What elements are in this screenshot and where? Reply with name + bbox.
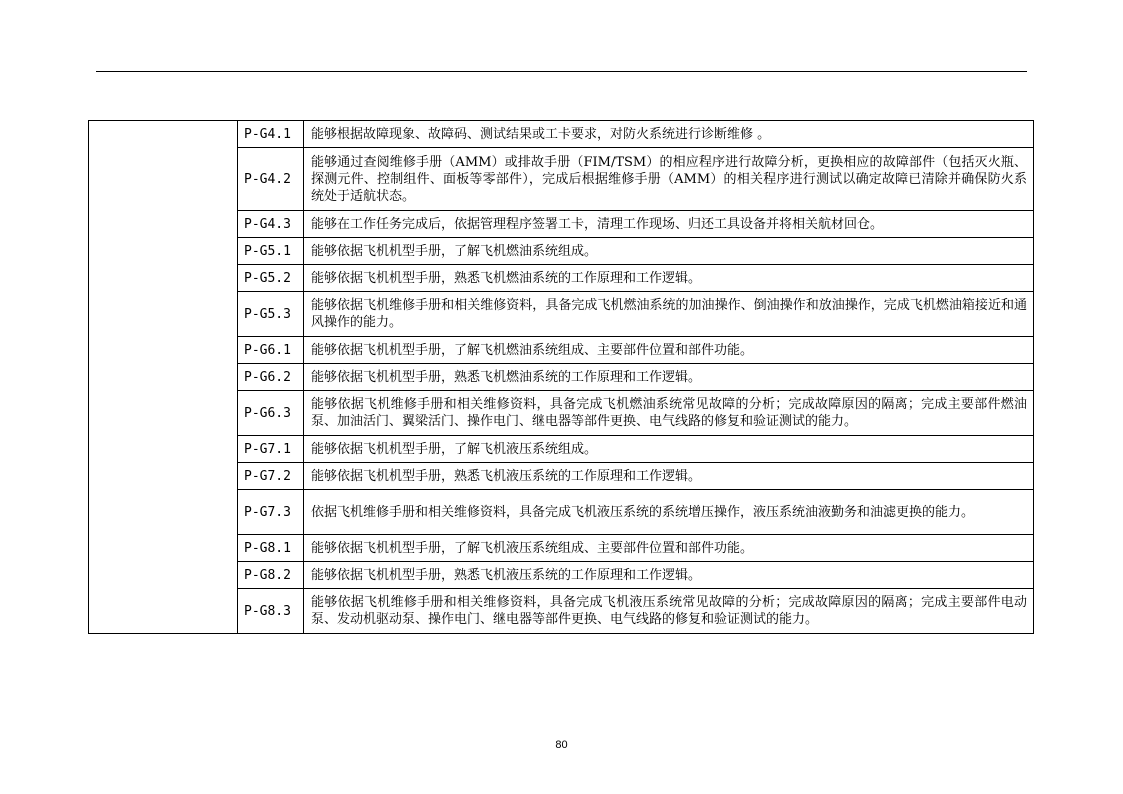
description-cell: 能够依据飞机维修手册和相关维修资料，具备完成飞机燃油系统的加油操作、倒油操作和放油操作，完成飞机燃油箱接近和通风操作的能力。	[304, 292, 1034, 337]
header-rule	[96, 71, 1027, 72]
category-cell-empty	[89, 121, 238, 634]
code-cell: P-G7.2	[238, 463, 304, 490]
table-row	[89, 121, 1034, 148]
code-cell: P-G6.2	[238, 364, 304, 391]
code-cell: P-G8.3	[238, 589, 304, 634]
description-cell: 依据飞机维修手册和相关维修资料，具备完成飞机液压系统的系统增压操作，液压系统油液勤务和油滤更换的能力。	[304, 490, 1034, 535]
page-number: 80	[555, 739, 568, 751]
code-cell: P-G5.3	[238, 292, 304, 337]
description-cell: 能够依据飞机维修手册和相关维修资料，具备完成飞机液压系统常见故障的分析；完成故障原因的隔离；完成主要部件电动泵、发动机驱动泵、操作电门、继电器等部件更换、电气线路的修复和验证测试的能力。	[304, 589, 1034, 634]
description-cell: 能够在工作任务完成后，依据管理程序签署工卡，清理工作现场、归还工具设备并将相关航材回仓。	[304, 211, 1034, 238]
code-cell: P-G4.1	[238, 121, 304, 148]
description-cell: 能够依据飞机机型手册，熟悉飞机燃油系统的工作原理和工作逻辑。	[304, 364, 1034, 391]
code-cell: P-G7.3	[238, 490, 304, 535]
description-cell: 能够依据飞机机型手册，熟悉飞机液压系统的工作原理和工作逻辑。	[304, 562, 1034, 589]
code-cell: P-G6.1	[238, 337, 304, 364]
code-cell: P-G4.3	[238, 211, 304, 238]
code-cell: P-G6.3	[238, 391, 304, 436]
description-cell: 能够根据故障现象、故障码、测试结果或工卡要求，对防火系统进行诊断维修 。	[304, 121, 1034, 148]
competency-table	[88, 120, 1034, 634]
description-cell: 能够依据飞机机型手册，了解飞机燃油系统组成。	[304, 238, 1034, 265]
description-cell: 能够依据飞机机型手册，了解飞机液压系统组成、主要部件位置和部件功能。	[304, 535, 1034, 562]
code-cell: P-G5.1	[238, 238, 304, 265]
description-cell: 能够依据飞机机型手册，熟悉飞机燃油系统的工作原理和工作逻辑。	[304, 265, 1034, 292]
description-cell: 能够通过查阅维修手册（AMM）或排故手册（FIM/TSM）的相应程序进行故障分析，更换相应的故障部件（包括灭火瓶、探测元件、控制组件、面板等零部件），完成后根据维修手册（AMM）的相关程序进行测试以确定故障已清除并确保防火系统处于适航状态。	[304, 148, 1034, 211]
code-cell: P-G8.2	[238, 562, 304, 589]
description-cell: 能够依据飞机机型手册，熟悉飞机液压系统的工作原理和工作逻辑。	[304, 463, 1034, 490]
description-cell: 能够依据飞机机型手册，了解飞机液压系统组成。	[304, 436, 1034, 463]
code-cell: P-G4.2	[238, 148, 304, 211]
code-cell: P-G8.1	[238, 535, 304, 562]
description-cell: 能够依据飞机机型手册，了解飞机燃油系统组成、主要部件位置和部件功能。	[304, 337, 1034, 364]
code-cell: P-G5.2	[238, 265, 304, 292]
description-cell: 能够依据飞机维修手册和相关维修资料，具备完成飞机燃油系统常见故障的分析；完成故障原因的隔离；完成主要部件燃油泵、加油活门、翼梁活门、操作电门、继电器等部件更换、电气线路的修复和验证测试的能力。	[304, 391, 1034, 436]
code-cell: P-G7.1	[238, 436, 304, 463]
